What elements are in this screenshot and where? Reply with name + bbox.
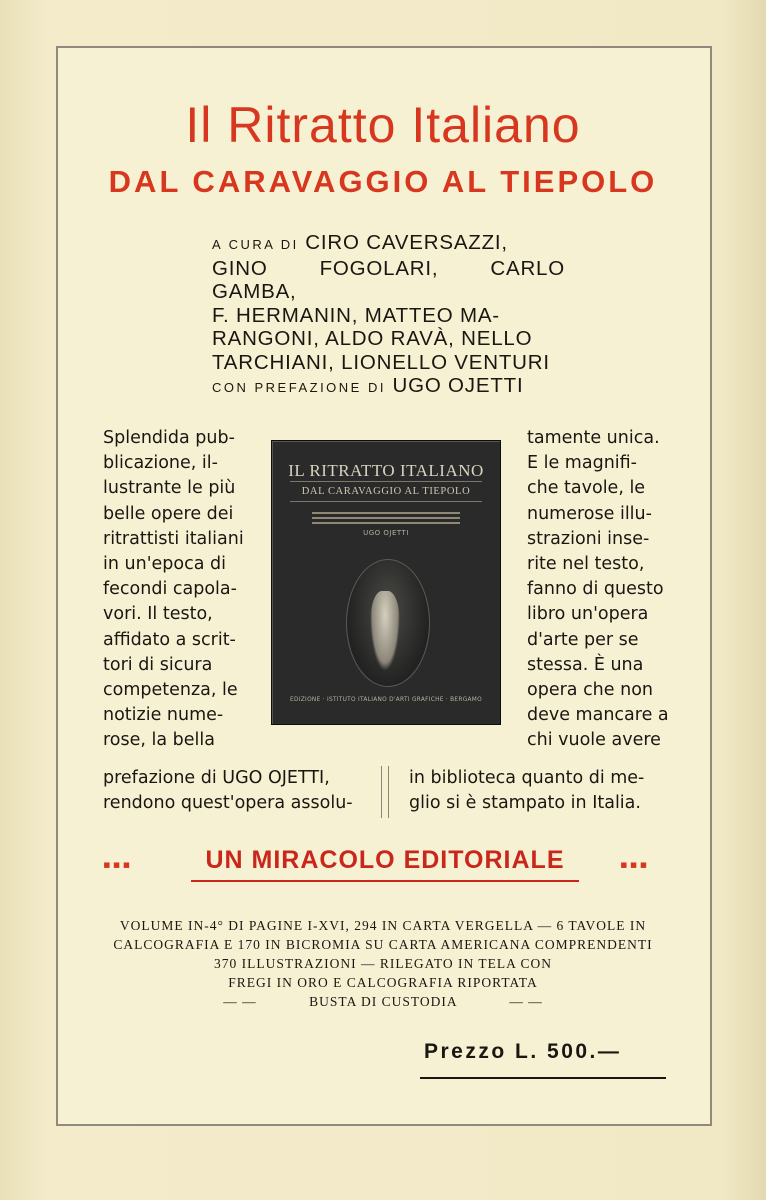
specs-line: 370 ILLUSTRAZIONI — RILEGATO IN TELA CON	[214, 956, 552, 971]
right-column-line: fanno di questo	[527, 579, 664, 600]
left-column-line: tori di sicura	[103, 654, 213, 675]
specs-line: VOLUME IN-4° DI PAGINE I-XVI, 294 IN CARTA VERGELLA — 6 TAVOLE IN	[119, 918, 647, 933]
page-subtitle: DAL CARAVAGGIO AL TIEPOLO	[108, 164, 658, 199]
left-column-line: vori. Il testo,	[103, 604, 213, 625]
book-cover-curator-lines	[312, 509, 460, 527]
page-title: Il Ritratto Italiano	[185, 97, 581, 153]
right-column-line: libro un'opera	[527, 604, 649, 625]
left-column-line: Splendida pub-	[103, 428, 235, 448]
specs-busta: BUSTA DI CUSTODIA	[309, 994, 457, 1009]
right-column-line: d'arte per se	[527, 629, 639, 650]
right-column-line: stessa. È una	[527, 654, 644, 675]
right-column-line: strazioni inse-	[527, 528, 650, 549]
right-column-line: opera che non	[527, 680, 653, 701]
bottom-left-text	[103, 766, 361, 816]
curators-line: CON PREFAZIONE DI UGO OJETTI	[212, 374, 524, 397]
right-column-line: rite nel testo,	[527, 554, 645, 575]
bottom-left-line: rendono quest'opera assolu-	[103, 793, 353, 814]
book-cover-image	[271, 440, 501, 725]
bottom-right-text	[409, 766, 671, 816]
left-column-line: ritrattisti italiani	[103, 528, 244, 549]
left-column-line: fecondi capola-	[103, 579, 237, 600]
left-column-line: blicazione, il-	[103, 453, 218, 474]
curators-line: TARCHIANI, LIONELLO VENTURI	[212, 350, 550, 374]
bottom-right-line: glio si è stampato in Italia.	[409, 793, 641, 814]
price-underline	[420, 1077, 666, 1079]
right-column-line: tamente unica.	[527, 428, 660, 448]
curators-line: F. HERMANIN, MATTEO MA-	[212, 303, 500, 327]
book-cover-portrait-figure	[370, 591, 400, 671]
left-text-column	[103, 426, 248, 754]
banner-dots-left: ▪▪▪	[103, 852, 133, 877]
book-cover-footer: EDIZIONE · ISTITUTO ITALIANO D'ARTI GRAFICHE · BERGAMO	[290, 697, 482, 703]
right-text-column	[527, 426, 671, 754]
left-column-line: rose, la bella	[103, 730, 215, 751]
banner-dots-right: ▪▪▪	[620, 852, 650, 877]
banner-underline	[191, 880, 579, 882]
banner-headline: UN MIRACOLO EDITORIALE	[205, 846, 565, 874]
bottom-left-line: prefazione di UGO OJETTI,	[103, 768, 330, 788]
curators-block	[212, 231, 565, 400]
curators-line: RANGONI, ALDO RAVÀ, NELLO	[212, 327, 533, 350]
left-column-line: in un'epoca di	[103, 554, 226, 575]
book-cover-rule	[290, 481, 482, 482]
book-cover-title: IL RITRATTO ITALIANO	[288, 461, 484, 480]
left-column-line: competenza, le	[103, 680, 238, 701]
right-column-line: E le magnifi-	[527, 453, 637, 474]
book-cover-editor: UGO OJETTI	[363, 529, 409, 537]
bottom-right-line: in biblioteca quanto di me-	[409, 768, 645, 788]
specs-dash-right: — —	[509, 994, 543, 1009]
left-column-line: lustrante le più	[103, 478, 236, 499]
specs-line: FREGI IN ORO E CALCOGRAFIA RIPORTATA	[228, 975, 538, 990]
curators-line: A CURA DI CIRO CAVERSAZZI,	[212, 231, 508, 254]
right-column-line: deve mancare a	[527, 705, 669, 726]
book-cover-subtitle: DAL CARAVAGGIO AL TIEPOLO	[301, 486, 471, 497]
right-column-line: chi vuole avere	[527, 730, 661, 751]
curators-line: GINO FOGOLARI, CARLO GAMBA,	[212, 256, 565, 303]
specifications-block	[94, 916, 672, 1011]
column-separator	[381, 766, 389, 818]
right-column-line: che tavole, le	[527, 478, 646, 499]
left-column-line: belle opere dei	[103, 503, 234, 524]
specs-line	[94, 992, 672, 1011]
left-column-line: affidato a scrit-	[103, 629, 236, 650]
specs-dash-left: — —	[223, 994, 257, 1009]
right-column-line: numerose illu-	[527, 503, 652, 524]
book-cover-rule	[290, 501, 482, 502]
price-label: Prezzo L. 500.—	[424, 1040, 622, 1063]
left-column-line: notizie nume-	[103, 705, 224, 726]
specs-line: CALCOGRAFIA E 170 IN BICROMIA SU CARTA AMERICANA COMPRENDENTI	[113, 937, 653, 952]
